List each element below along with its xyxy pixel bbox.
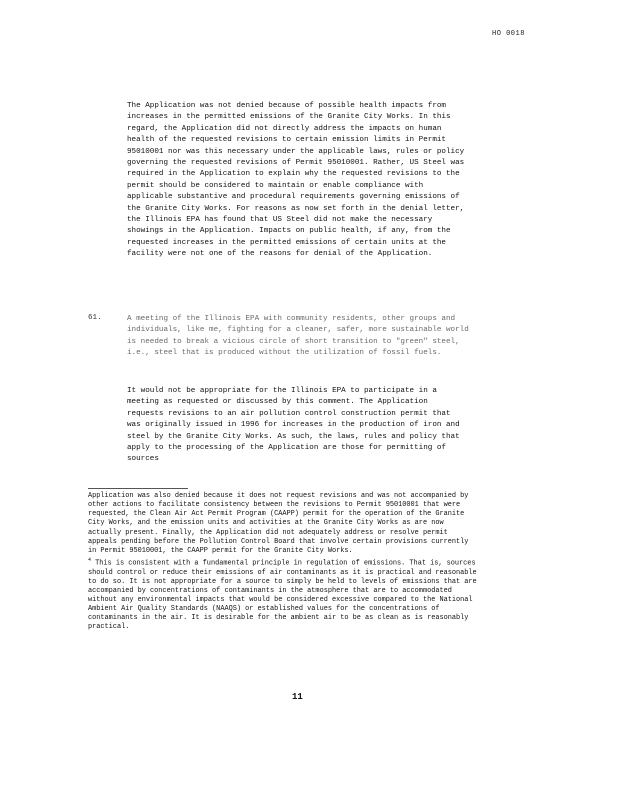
page-number: 11 — [292, 692, 303, 702]
paragraph-comment-meeting: A meeting of the Illinois EPA with community residents, other groups and individuals, like me, fighting for a cleaner, safer, more sustainable world is needed to break a vicious circle of short transition to "green" steel, i.e., steel that is produced without the utilization of fossil fuels. — [127, 315, 469, 358]
paragraph-response-health-impacts: The Application was not denied because of possible health impacts from increases in the permitted emissions of the Granite City Works. In this regard, the Application did not directly address the impacts on human health of the requested revisions to certain emission limits in Permit 95010001 nor was this necessary under the applicable laws, rules or policy governing the requested revisions of Permit 95010001. Rather, US Steel was required in the Application to explain why the requested revisions to the permit should be considered to maintain or enable compliance with applicable substantive and procedural requirements governing emissions of the Granite City Works. For reasons as now set forth in the denial letter, the Illinois EPA has found that US Steel did not make the necessary showings in the Application. Impacts on public health, if any, from the requested increases in the permitted emissions of certain units at the facility were not one of the reasons for denial of the Application. — [127, 102, 465, 259]
page-id: HO 0018 — [492, 30, 525, 38]
footnote-marker: 4 — [88, 557, 92, 564]
footnote-continued: Application was also denied because it does not request revisions and was not accompanied by other actions to facilitate consistency between the revisions to Permit 95010001 that were requested, the Clean Air Act Permit Program (CAAPP) permit for the operation of the Granite City Works, and the emission units and activities at the Granite City Works as are now actually present. Finally, the Application did not adequately address or resolve permit appeals pending before the Pollution Control Board that involve certain provisions currently in Permit 95010001, the CAAPP permit for the Granite City Works. — [88, 492, 469, 555]
footnote-text: This is consistent with a fundamental principle in regulation of emissions. That is, sources should control or reduce their emissions of air contaminants as it is practical and reasonable to do so. It is not appropriate for a source to simply be held to levels of emissions that are accompanied by concentrations of contaminants in the atmosphere that are to accommodated without any environmental impacts that would be considered excessive compared to the National Ambient Air Quality Standards (NAAQS) or established values for the concentrations of contaminants in the air. It is desirable for the ambient air to be as clean as is reasonably practical. — [88, 559, 477, 632]
comment-number: 61. — [88, 314, 102, 322]
footnotes — [88, 492, 478, 633]
footnote-separator — [88, 488, 188, 489]
paragraph-response-meeting: It would not be appropriate for the Illinois EPA to participate in a meeting as requested or discussed by this comment. The Application requests revisions to an air pollution control construction permit that was originally issued in 1996 for increases in the production of iron and steel by the Granite City Works. As such, the laws, rules and policy that apply to the processing of the Application are those for permitting of sources — [127, 387, 460, 464]
